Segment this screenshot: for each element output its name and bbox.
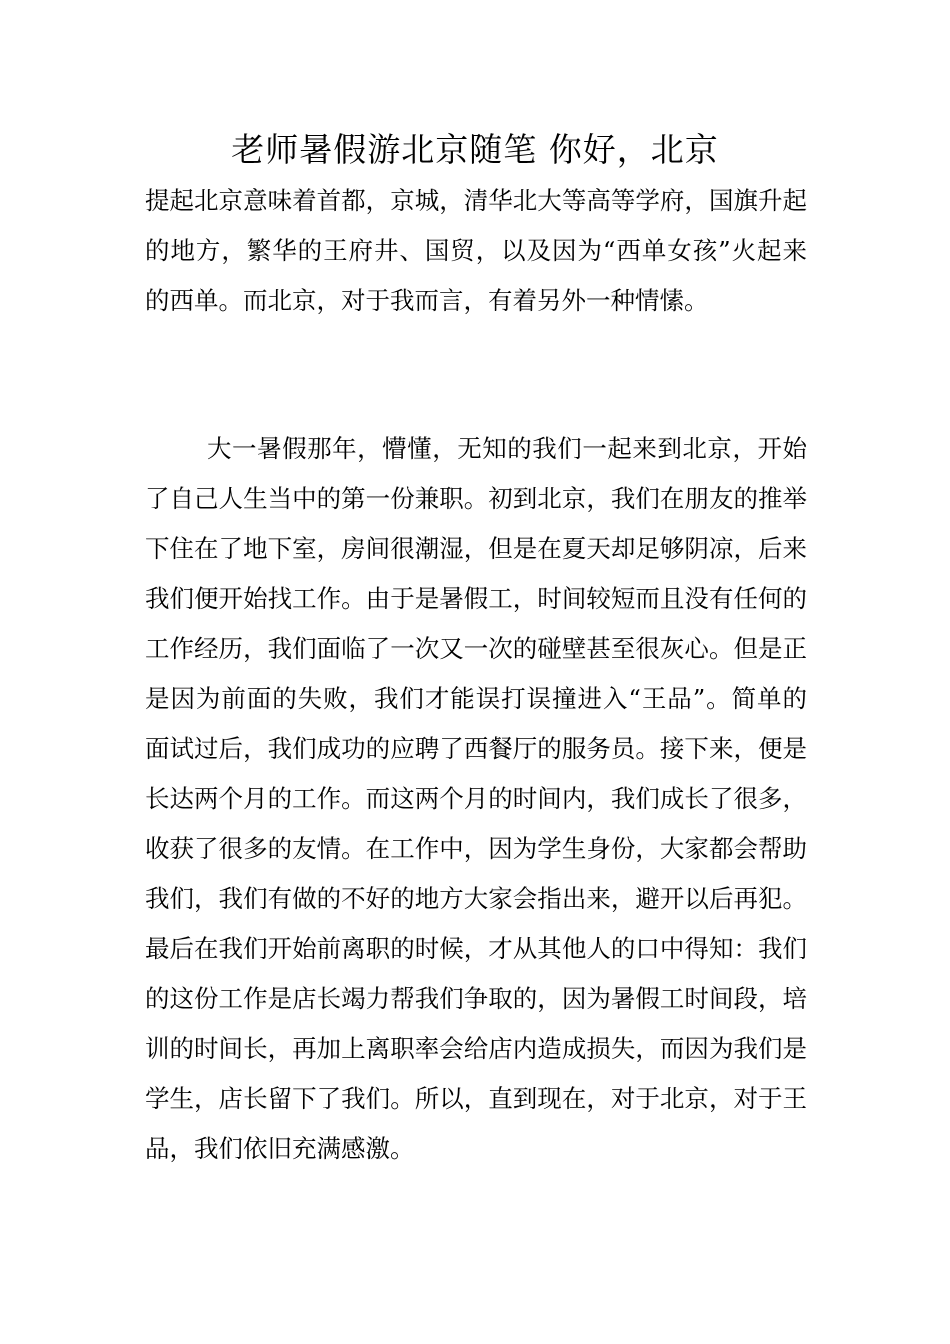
- paragraph-story: 大一暑假那年，懵懂，无知的我们一起来到北京，开始了自己人生当中的第一份兼职。初到北京，我们在朋友的推举下住在了地下室，房间很潮湿，但是在夏天却足够阴凉，后来我们便开始找工作。由于是暑假工，时间较短而且没有任何的工作经历，我们面临了一次又一次的碰壁甚至很灰心。但是正是因为前面的失败，我们才能误打误撞进入“王品”。简单的面试过后，我们成功的应聘了西餐厅的服务员。接下来，便是长达两个月的工作。而这两个月的时间内，我们成长了很多，收获了很多的友情。在工作中，因为学生身份，大家都会帮助我们，我们有做的不好的地方大家会指出来，避开以后再犯。最后在我们开始前离职的时候，才从其他人的口中得知：我们的这份工作是店长竭力帮我们争取的，因为暑假工时间段，培训的时间长，再加上离职率会给店内造成损失，而因为我们是学生，店长留下了我们。所以，直到现在，对于北京，对于王品，我们依旧充满感激。: [145, 434, 807, 1163]
- document-title: 老师暑假游北京随笔 你好，北京: [231, 130, 719, 169]
- paragraph-intro: 提起北京意味着首都，京城，清华北大等高等学府，国旗升起的地方，繁华的王府井、国贸，以及因为“西单女孩”火起来的西单。而北京，对于我而言，有着另外一种情愫。: [145, 186, 807, 315]
